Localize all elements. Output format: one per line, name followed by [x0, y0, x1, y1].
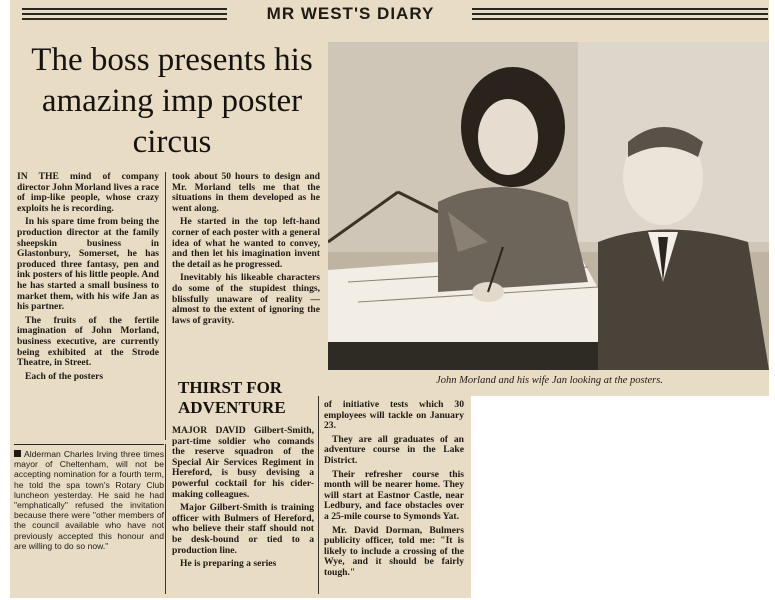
column-rule	[318, 396, 319, 594]
article2-paragraph: of initiative tests which 30 employees will tackle on January 23.	[324, 399, 464, 432]
article1-paragraph: IN THE mind of company director John Morland lives a race of imp-like people, whose crazy exploits he is recording.	[17, 171, 159, 214]
column-rule	[165, 444, 166, 594]
article2-paragraph: MAJOR DAVID Gilbert-Smith, part-time soldier who comands the reserve squadron of the Special Air Services Regiment in Hereford, is busy devising a powerful cocktail for his cider-making colleagues.	[172, 425, 314, 500]
article2-column1	[172, 426, 314, 573]
article1-column2	[172, 172, 320, 329]
clipping-cut-edge	[471, 396, 775, 600]
masthead-title: MR WEST'S DIARY	[266, 4, 435, 23]
article1-paragraph: In his spare time from being the production director at the family sheepskin business in Glastonbury, Somerset, he has produced three fantasy, pen and ink posters of his little people. And he has started a small business to market them, with his wife Jan as his partner.	[17, 216, 159, 313]
article1-column1	[17, 172, 159, 385]
masthead-rule-left	[22, 8, 227, 24]
article1-paragraph: took about 50 hours to design and Mr. Morland tells me that the situations in them developed as he went along.	[172, 171, 320, 214]
headline: The boss presents his amazing imp poster circus	[31, 42, 313, 160]
article2-paragraph: He is preparing a series	[180, 558, 277, 570]
article2-column2	[324, 400, 464, 582]
photo-caption: John Morland and his wife Jan looking at the posters.	[436, 375, 663, 386]
article1-paragraph: Each of the posters	[25, 370, 104, 382]
news-photo	[328, 42, 769, 370]
article2-paragraph: They are all graduates of an adventure course in the Lake District.	[324, 433, 464, 466]
article1-paragraph: He started in the top left-hand corner of each poster with a general idea of what he wanted to convey, and then let his imagination invent the detail as he progressed.	[172, 216, 320, 270]
article1-paragraph: The fruits of the fertile imagination of John Morland, business executive, are currently being exhibited at the Strode Theatre, in Street.	[17, 314, 159, 369]
sidebar-news-item	[14, 444, 164, 551]
article1-paragraph: Inevitably his likeable characters do some of the stupidest things, blissfully unaware of reality — almost to the extent of ignoring the laws of gravity.	[172, 272, 320, 326]
article2-heading: THIRST FOR ADVENTURE	[178, 378, 286, 417]
masthead-rule-right	[472, 8, 768, 24]
article2-paragraph: Mr. David Dorman, Bulmers publicity officer, told me: "It is likely to include a crossing of the Wye, and it should be fairly tough."	[324, 524, 464, 578]
photo-illustration	[328, 42, 769, 370]
article2-paragraph: Their refresher course this month will be nearer home. They will start at Eastnor Castle, near Ledbury, and face obstacles over a 25-mile course to Symonds Yat.	[324, 468, 464, 522]
article2-paragraph: Major Gilbert-Smith is training officer with Bulmers of Hereford, who believe their staff should not be desk-bound or tied to a production line.	[172, 502, 314, 556]
column-rule	[165, 172, 166, 440]
square-bullet-icon	[14, 450, 21, 457]
sidebar-news-text: Alderman Charles Irving three times mayor of Cheltenham, will not be accepting nomination for a fourth term, he told the spa town's Rotary Club luncheon yesterday. He said he had "emphatically" refused the invitation because there were "other members of the council available who have not previously accepted this honour and are willing to do so now."	[14, 449, 164, 551]
